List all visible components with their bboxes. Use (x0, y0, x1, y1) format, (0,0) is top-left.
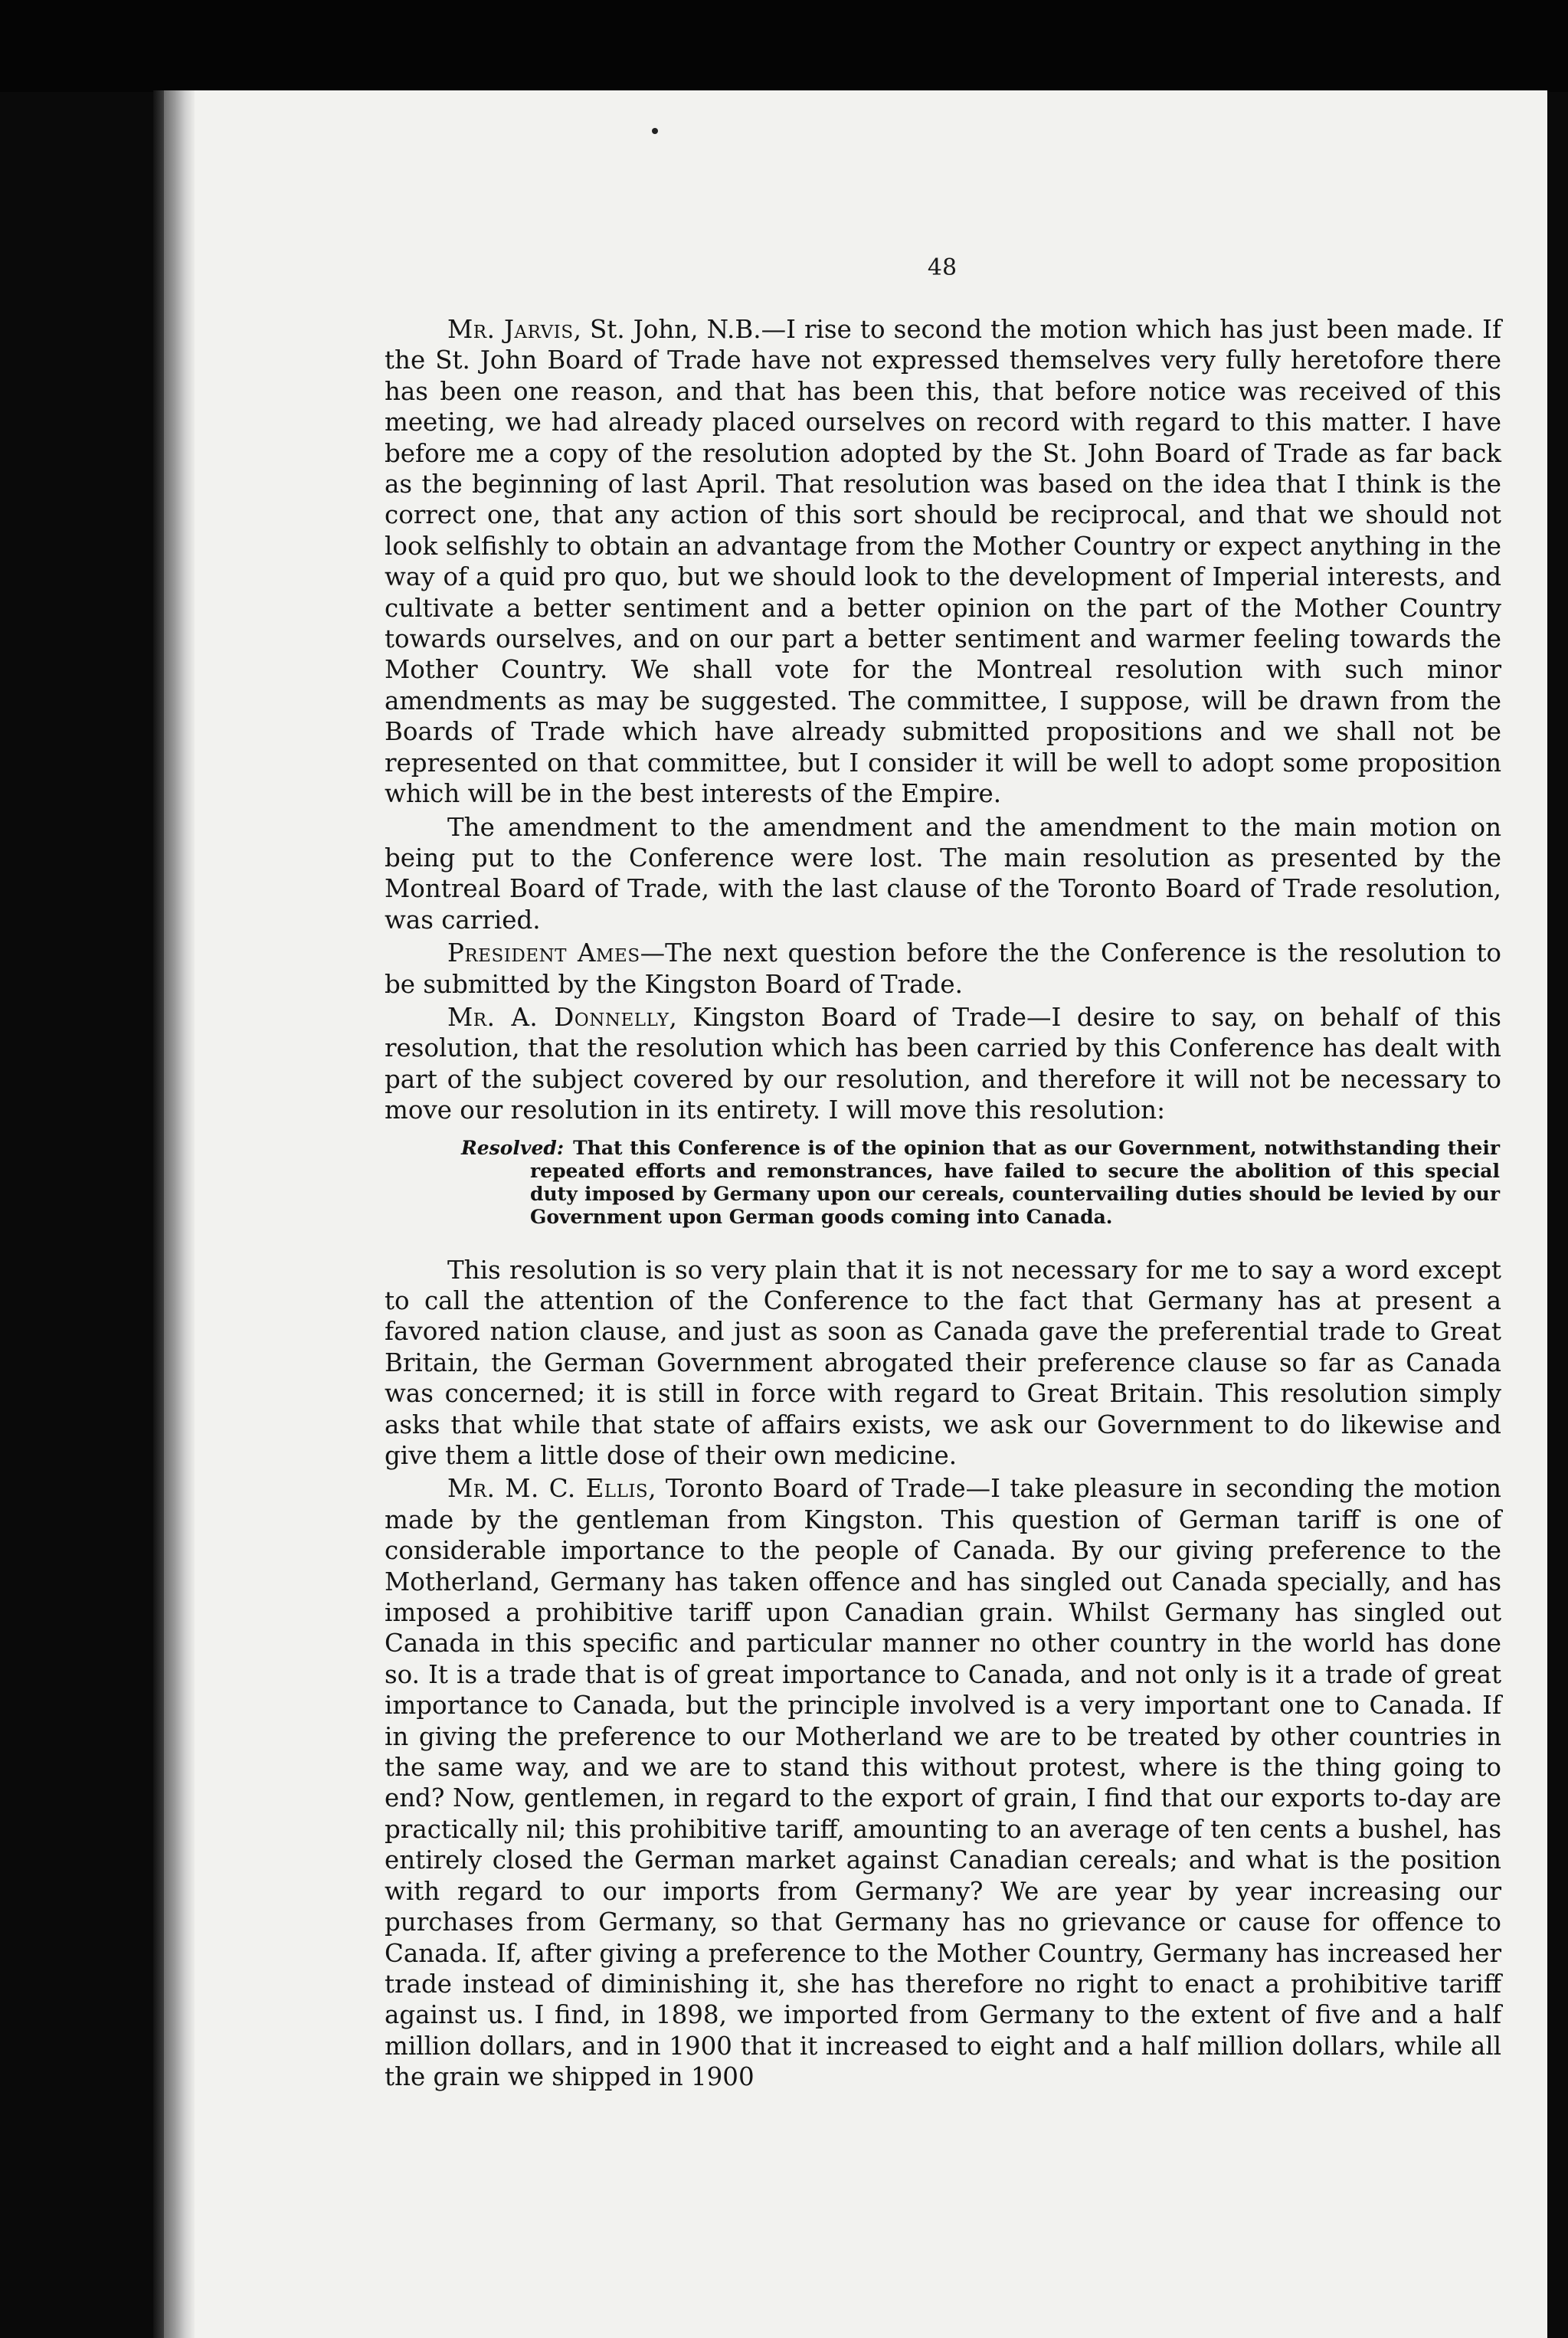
speech-text: —The next question before the the Conference is the resolution to be submitted by the Kingston Board of Trade. (385, 938, 1501, 999)
speech-text: —I rise to second the motion which has just been made. If the St. John Board of Trade have not expressed themselves very fully heretofore there has been one reason, and that has been this, that before notice was received of this meeting, we had already placed ourselves on record with regard to this matter. I have before me a copy of the resolution adopted by the St. John Board of Trade as far back as the beginning of last April. That resolution was based on the idea that I think is the correct one, that any action of this sort should be reciprocal, and that we should not look selfishly to obtain an advantage from the Mother Country or expect anything in the way of a quid pro quo, but we should look to the development of Imperial interests, and cultivate a better sentiment and a better opinion on the part of the Mother Country towards ourselves, and on our part a better sentiment and warmer feeling towards the Mother Country. We shall vote for the Montreal resolution with such minor amendments as may be suggested. The committee, I suppose, will be drawn from the Boards of Trade which have already submitted propositions and we shall not be represented on that committee, but I consider it will be well to adopt some proposition which will be in the best interests of the Empire. (385, 315, 1501, 809)
narrative-text: The amendment to the amendment and the amendment to the main motion on being put to the Conference were lost. The main resolution as presented by the Montreal Board of Trade, with the last clause of the Toronto Board of Trade resolution, was carried. (385, 812, 1501, 935)
speaker-name: Mr. A. Donnelly (447, 1002, 669, 1032)
scan-border-top (0, 0, 1568, 92)
speech-donnelly (385, 1002, 1501, 1126)
resolution-quote (385, 1137, 1501, 1229)
resolution-label: Resolved: (461, 1136, 565, 1159)
speaker-name: President Ames (447, 938, 640, 968)
page-number: 48 (927, 254, 957, 281)
page-binding-shadow (164, 90, 195, 2338)
speaker-name: Mr. M. C. Ellis (447, 1474, 649, 1504)
speaker-affiliation: , Toronto Board of Trade (648, 1474, 966, 1504)
speech-text: —I desire to say, on behalf of this resolution, that the resolution which has been carried by this Conference has dealt with part of the subject covered by our resolution, and therefore it will not be necessary to move our resolution in its entirety. I will move this resolution: (385, 1002, 1501, 1125)
speech-text: —I take pleasure in seconding the motion made by the gentleman from Kingston. This question of German tariff is one of considerable importance to the people of Canada. By our giving preference to the Motherland, Germany has taken offence and has singled out Canada specially, and has imposed a prohibitive tariff upon Canadian grain. Whilst Germany has singled out Canada in this specific and particular manner no other country in the world has done so. It is a trade that is of great importance to Canada, and not only is it a trade of great importance to Canada, but the principle involved is a very important one to Canada. If in giving the preference to our Motherland we are to be treated by other countries in the same way, and we are to stand this without protest, where is the thing going to end? Now, gentlemen, in regard to the export of grain, I find that our exports to-day are practically nil; this prohibitive tariff, amounting to an average of ten cents a bushel, has entirely closed the German market against Canadian cereals; and what is the position with regard to our imports from Germany? We are year by year increasing our purchases from Germany, so that Germany has no grievance or cause for offence to Canada. If, after giving a preference to the Mother Country, Germany has increased her trade instead of diminishing it, she has therefore no right to enact a prohibitive tariff against us. I find, in 1898, we imported from Germany to the extent of five and a half million dollars, and in 1900 that it increased to eight and a half million dollars, while all the grain we shipped in 1900 (385, 1474, 1501, 2092)
speaker-affiliation: , Kingston Board of Trade (669, 1002, 1027, 1032)
speech-ellis (385, 1473, 1501, 2092)
resolution-text: That this Conference is of the opinion that as our Government, notwithstanding their repeated efforts and remonstrances, have failed to secure the abolition of this special duty imposed by Germany upon our cereals, countervailing duties should be levied by our Government upon German goods coming into Canada. (530, 1136, 1500, 1228)
ink-speck (652, 128, 658, 134)
donnelly-continued (385, 1255, 1501, 1472)
narrative-vote (385, 812, 1501, 936)
speech-jarvis (385, 314, 1501, 810)
speech-text: This resolution is so very plain that it is not necessary for me to say a word except to call the attention of the Conference to the fact that Germany has at present a favored nation clause, and just as soon as Canada gave the preferential trade to Great Britain, the German Government abrogated their preference clause so far as Canada was concerned; it is still in force with regard to Great Britain. This resolution simply asks that while that state of affairs exists, we ask our Government to do likewise and give them a little dose of their own medicine. (385, 1255, 1501, 1470)
speaker-name: Mr. Jarvis (447, 315, 574, 344)
speaker-affiliation: , St. John, N.B. (573, 315, 761, 344)
speech-ames (385, 938, 1501, 1000)
page-body (385, 314, 1501, 2095)
